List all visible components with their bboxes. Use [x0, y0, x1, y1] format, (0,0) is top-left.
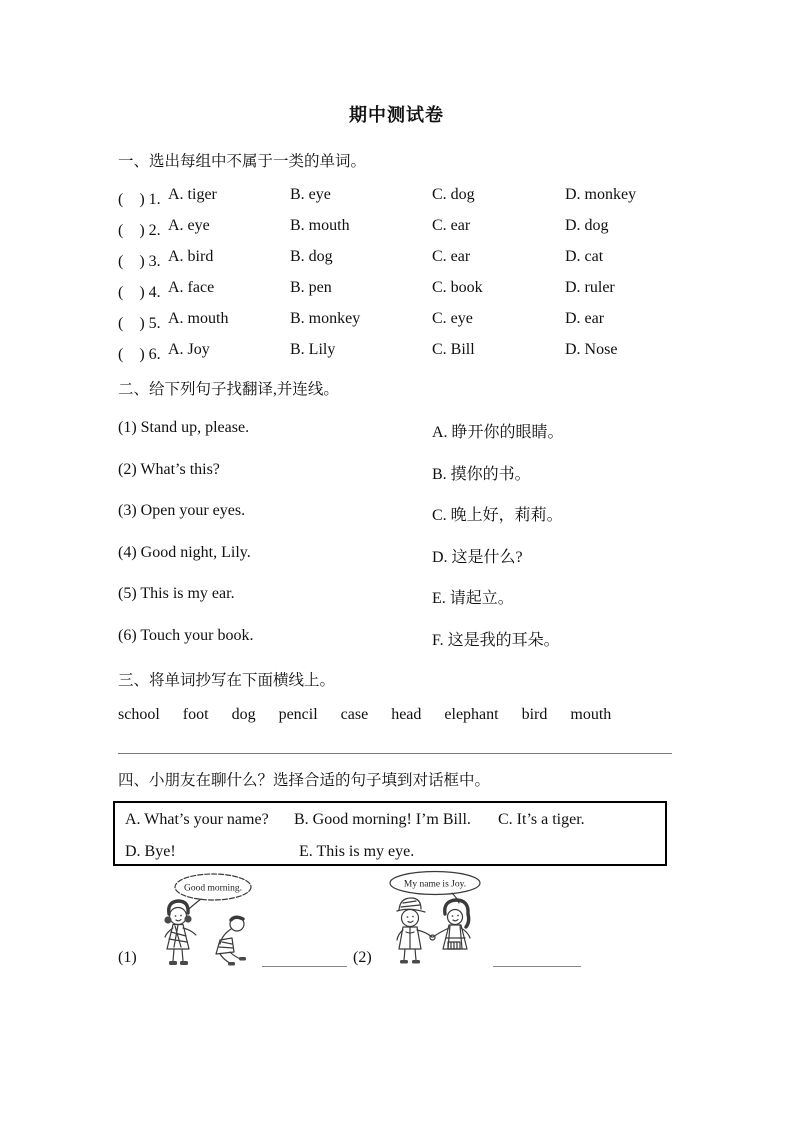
- option-c: C. Bill: [432, 341, 475, 358]
- copy-writing-line: [118, 753, 672, 754]
- option-b: B. monkey: [290, 310, 361, 327]
- sentence-option-a: A. What’s your name?: [125, 811, 269, 828]
- option-d: D. ear: [565, 310, 605, 327]
- option-c: C. eye: [432, 310, 473, 327]
- option-b: B. pen: [290, 279, 332, 296]
- sentence-option-c: C. It’s a tiger.: [498, 811, 585, 828]
- section-four-heading: 四、小朋友在聊什么？选择合适的句子填到对话框中。: [118, 772, 491, 789]
- dialogue-answer-line-1: [262, 953, 347, 967]
- question-number: ( ) 2.: [118, 222, 161, 239]
- option-c: C. ear: [432, 248, 471, 265]
- match-left-sentence: (6) Touch your book.: [118, 626, 254, 644]
- option-b: B. eye: [290, 186, 331, 203]
- option-d: D. ruler: [565, 279, 615, 296]
- question-number: ( ) 6.: [118, 346, 161, 363]
- greeting-children-drawing: [140, 872, 266, 972]
- option-c: C. book: [432, 279, 483, 296]
- word-item: pencil: [278, 706, 318, 723]
- word-item: bird: [521, 706, 548, 723]
- section-one-heading: 一、选出每组中不属于一类的单词。: [118, 153, 367, 170]
- speech-bubble-text: My name is Joy.: [403, 879, 467, 890]
- match-right-translation: C. 晚上好，莉莉。: [432, 507, 563, 524]
- dialogue-item-1-label: (1): [118, 949, 137, 966]
- option-a: A. Joy: [168, 341, 210, 358]
- option-a: A. mouth: [168, 310, 229, 327]
- sentence-option-d: D. Bye!: [125, 843, 176, 860]
- option-d: D. dog: [565, 217, 609, 234]
- question-number: ( ) 5.: [118, 315, 161, 332]
- match-right-translation: D. 这是什么?: [432, 548, 523, 566]
- sentence-option-e: E. This is my eye.: [299, 843, 415, 860]
- option-b: B. Lily: [290, 341, 336, 358]
- option-b: B. mouth: [290, 217, 350, 234]
- option-a: A. bird: [168, 248, 214, 265]
- question-number: ( ) 3.: [118, 253, 161, 270]
- question-number: ( ) 4.: [118, 284, 161, 301]
- option-a: A. face: [168, 279, 215, 296]
- option-d: D. Nose: [565, 341, 618, 358]
- dialogue-answer-line-2: [493, 953, 581, 967]
- introduction-children-drawing: [376, 870, 494, 966]
- option-b: B. dog: [290, 248, 333, 265]
- section-two-heading: 二、给下列句子找翻译,并连线。: [118, 381, 339, 398]
- page-title: 期中测试卷: [349, 105, 444, 125]
- match-left-sentence: (5) This is my ear.: [118, 585, 235, 602]
- option-a: A. tiger: [168, 186, 217, 203]
- word-item: mouth: [570, 706, 612, 723]
- section-three-word-list: [118, 706, 611, 724]
- section-one-questions: [118, 186, 733, 372]
- option-a: A. eye: [168, 217, 210, 234]
- option-c: C. ear: [432, 217, 471, 234]
- match-left-sentence: (2) What’s this?: [118, 460, 220, 478]
- word-item: foot: [182, 706, 209, 723]
- word-item: dog: [231, 706, 256, 723]
- speech-bubble-text: Good morning.: [183, 883, 243, 894]
- dialogue-illustration-1: [140, 872, 266, 972]
- option-d: D. cat: [565, 248, 604, 265]
- match-left-sentence: (1) Stand up, please.: [118, 419, 250, 436]
- match-right-translation: F. 这是我的耳朵。: [432, 631, 560, 649]
- match-right-translation: E. 请起立。: [432, 590, 514, 607]
- question-number: ( ) 1.: [118, 191, 161, 208]
- match-right-translation: B. 摸你的书。: [432, 465, 531, 483]
- section-two-matching: [118, 419, 733, 668]
- match-left-sentence: (4) Good night, Lily.: [118, 543, 251, 561]
- option-c: C. dog: [432, 186, 475, 203]
- word-item: head: [391, 706, 422, 723]
- match-right-translation: A. 睁开你的眼睛。: [432, 424, 564, 441]
- word-item: case: [340, 706, 369, 723]
- word-item: school: [118, 706, 160, 723]
- sentence-option-b: B. Good morning! I’m Bill.: [294, 811, 471, 828]
- section-three-heading: 三、将单词抄写在下面横线上。: [118, 672, 336, 689]
- dialogue-item-2-label: (2): [353, 949, 372, 966]
- sentence-options-box: [113, 801, 667, 866]
- match-left-sentence: (3) Open your eyes.: [118, 502, 246, 519]
- option-d: D. monkey: [565, 186, 637, 203]
- word-item: elephant: [444, 706, 499, 723]
- dialogue-illustration-2: [376, 870, 494, 966]
